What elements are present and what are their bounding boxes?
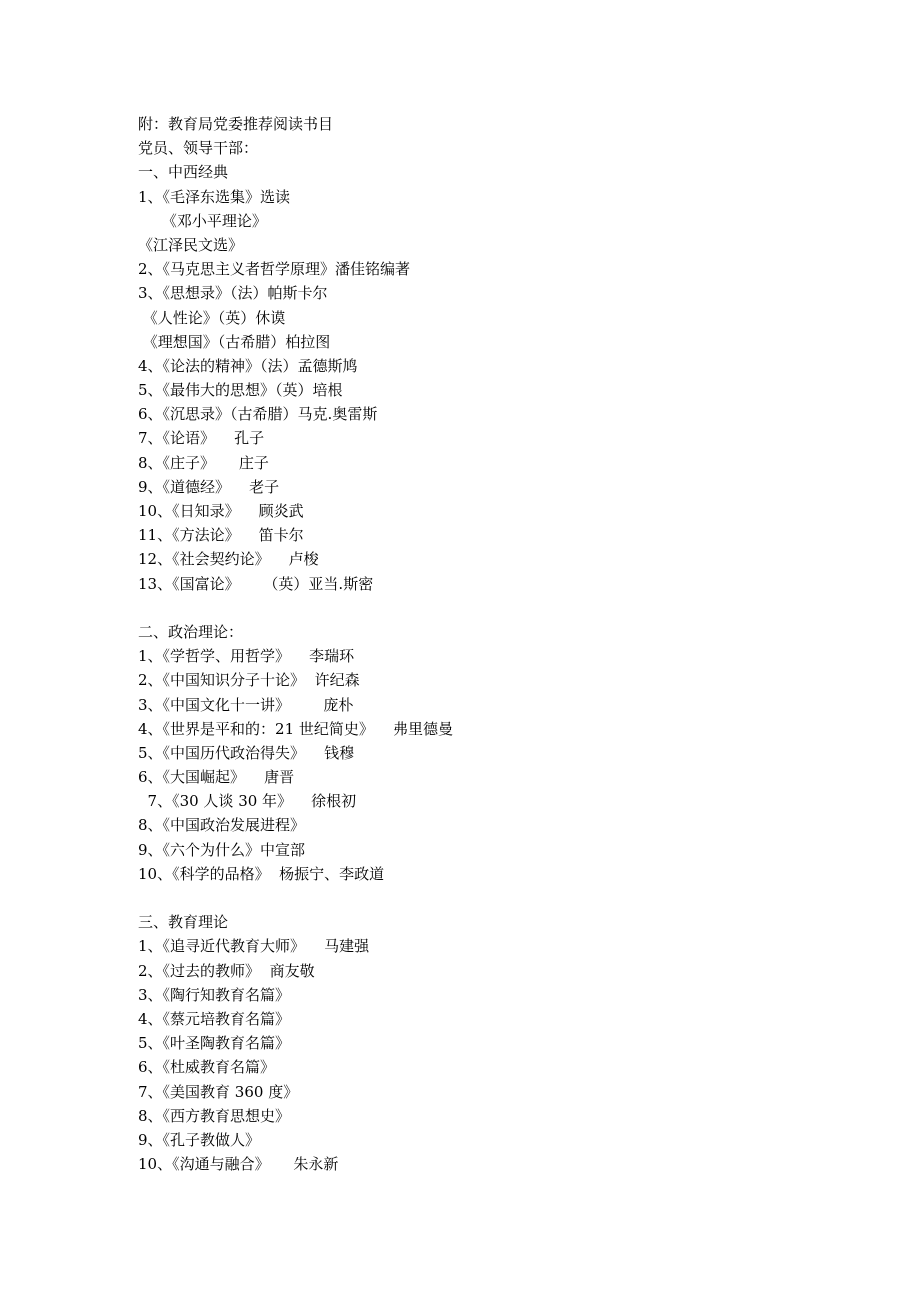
list-item: 8、《中国政治发展进程》 [138,816,306,835]
list-item: 1、《追寻近代教育大师》 马建强 [138,937,370,956]
list-item: 2、《马克思主义者哲学原理》潘佳铭编著 [138,260,411,279]
section-title-classics: 一、中西经典 [138,163,229,182]
list-item: 12、《社会契约论》 卢梭 [138,550,319,569]
list-item: 《人性论》（英）休谟 [138,308,286,327]
audience-heading: 党员、领导干部： [138,139,259,158]
list-item: 5、《叶圣陶教育名篇》 [138,1034,291,1053]
blank-line [138,886,838,910]
list-item: 9、《孔子教做人》 [138,1130,261,1149]
list-item: 10、《日知录》 顾炎武 [138,502,304,520]
list-item: 8、《庄子》 庄子 [138,453,269,472]
list-item: 6、《杜威教育名篇》 [138,1058,276,1077]
list-item: 11、《方法论》 笛卡尔 [138,526,304,545]
list-item: 4、《论法的精神》（法）孟德斯鸠 [138,356,358,375]
list-item: 4、《世界是平和的：21 世纪简史》 弗里德曼 [138,719,453,738]
list-item: 13、《国富论》 （英）亚当.斯密 [138,574,374,593]
section-title-politics: 二、政治理论： [138,622,244,641]
list-item: 9、《六个为什么》中宣部 [138,840,306,859]
appendix-title: 附：教育局党委推荐阅读书目 [138,115,334,133]
section-title-education: 三、教育理论 [138,913,229,932]
list-item: 6、《大国崛起》 唐晋 [138,768,295,787]
list-item: 4、《蔡元培教育名篇》 [138,1009,291,1028]
list-item: 1、《学哲学、用哲学》 李瑞环 [138,647,355,666]
list-item: 5、《最伟大的思想》（英）培根 [138,381,343,400]
list-item: 10、《科学的品格》 杨振宁、李政道 [138,864,385,883]
list-item: 7、《30 人谈 30 年》 徐根初 [138,792,357,811]
list-item: 3、《陶行知教育名篇》 [138,985,291,1004]
list-item: 10、《沟通与融合》 朱永新 [138,1155,339,1174]
list-item: 7、《美国教育 360 度》 [138,1082,299,1101]
list-item: 9、《道德经》 老子 [138,477,280,496]
list-item: 《江泽民文选》 [138,235,244,254]
list-item: 3、《思想录》（法）帕斯卡尔 [138,284,328,303]
list-item: 2、《过去的教师》 商友敬 [138,961,315,980]
list-item: 《邓小平理论》 [138,211,267,230]
list-item: 1、《毛泽东选集》选读 [138,187,291,206]
document-body [138,112,838,1176]
list-item: 2、《中国知识分子十论》 许纪森 [138,671,360,690]
list-item: 3、《中国文化十一讲》 庞朴 [138,695,354,714]
list-item: 6、《沉思录》（古希腊）马克.奥雷斯 [138,405,378,424]
list-item: 8、《西方教育思想史》 [138,1106,291,1125]
list-item: 《理想国》（古希腊）柏拉图 [138,332,331,351]
list-item: 5、《中国历代政治得失》 钱穆 [138,743,355,762]
list-item: 7、《论语》 孔子 [138,429,265,448]
blank-line [138,596,838,620]
